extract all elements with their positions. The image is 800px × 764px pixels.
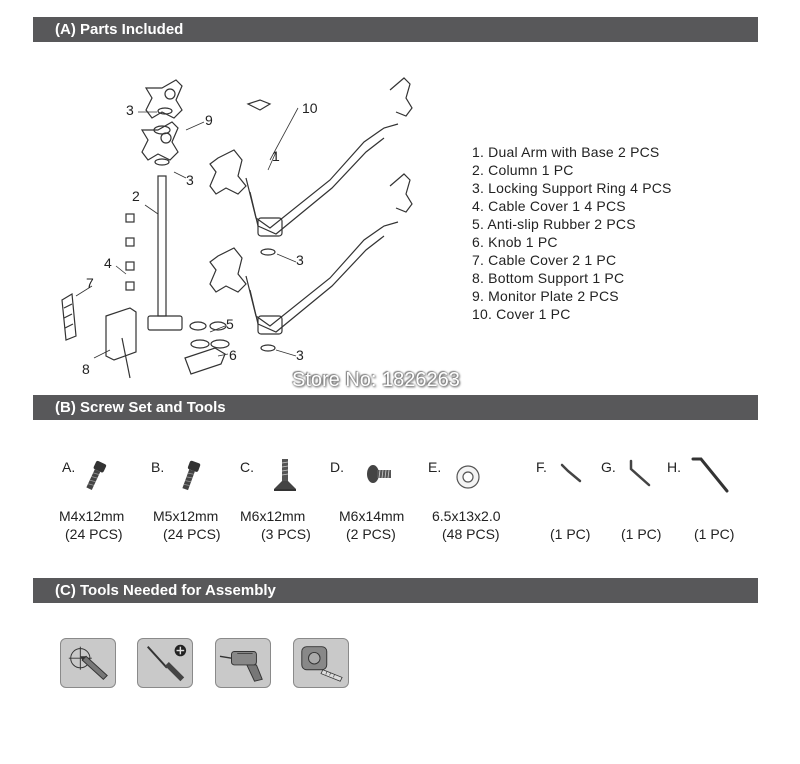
- item-letter: G.: [601, 459, 616, 475]
- list-item: 5. Anti-slip Rubber 2 PCS: [472, 216, 636, 232]
- parts-list: [472, 143, 672, 323]
- large-hex-key-icon: [687, 455, 731, 495]
- item-qty: (24 PCS): [65, 526, 123, 542]
- list-item: 1. Dual Arm with Base 2 PCS: [472, 144, 660, 160]
- screw-set-header: (B) Screw Set and Tools: [33, 395, 758, 420]
- callout-9: 9: [205, 112, 213, 128]
- callout-2: 2: [132, 188, 140, 204]
- callout-3-column: 3: [186, 172, 194, 188]
- tape-measure-icon: [293, 638, 349, 688]
- list-item: 9. Monitor Plate 2 PCS: [472, 288, 619, 304]
- item-spec: M5x12mm: [153, 508, 219, 524]
- item-letter: B.: [151, 459, 165, 475]
- list-item: 6. Knob 1 PC: [472, 234, 558, 250]
- power-drill-icon: [215, 638, 271, 688]
- column: [158, 176, 166, 316]
- exploded-parts-diagram: [50, 68, 470, 388]
- store-watermark: Store No: 1826263: [292, 369, 460, 391]
- pan-head-screw-icon: [364, 459, 394, 489]
- callout-8: 8: [82, 361, 90, 377]
- callout-7: 7: [86, 275, 94, 291]
- list-item: 2. Column 1 PC: [472, 162, 574, 178]
- item-qty: (1 PC): [550, 526, 591, 542]
- callout-3-lower-arm: 3: [296, 347, 304, 363]
- pencil-mark-icon: [60, 638, 116, 688]
- list-item: 4. Cable Cover 1 4 PCS: [472, 198, 626, 214]
- socket-bolt-icon: [82, 459, 108, 493]
- tools-needed-header: (C) Tools Needed for Assembly: [33, 578, 758, 603]
- item-letter: E.: [428, 459, 442, 475]
- callout-4: 4: [104, 255, 112, 271]
- item-letter: H.: [667, 459, 681, 475]
- item-qty: (1 PC): [694, 526, 735, 542]
- item-spec: M6x12mm: [240, 508, 306, 524]
- socket-bolt-icon: [177, 459, 203, 493]
- item-qty: (48 PCS): [442, 526, 500, 542]
- callout-10: 10: [302, 100, 318, 116]
- item-spec: M6x14mm: [339, 508, 405, 524]
- callout-1: 1: [272, 148, 280, 164]
- phillips-screwdriver-icon: [137, 638, 193, 688]
- parts-included-header: (A) Parts Included: [33, 17, 758, 42]
- item-letter: F.: [536, 459, 547, 475]
- item-qty: (3 PCS): [261, 526, 311, 542]
- item-letter: A.: [62, 459, 76, 475]
- item-qty: (24 PCS): [163, 526, 221, 542]
- monitor-plate-lower: [142, 122, 178, 160]
- list-item: 3. Locking Support Ring 4 PCS: [472, 180, 672, 196]
- item-spec: 6.5x13x2.0: [432, 508, 501, 524]
- dual-arm-lower: [210, 174, 412, 334]
- countersunk-screw-icon: [270, 457, 300, 493]
- item-qty: (1 PC): [621, 526, 662, 542]
- list-item: 8. Bottom Support 1 PC: [472, 270, 625, 286]
- list-item: 7. Cable Cover 2 1 PC: [472, 252, 617, 268]
- callout-3-upper-arm: 3: [296, 252, 304, 268]
- callout-6: 6: [229, 347, 237, 363]
- list-item: 10. Cover 1 PC: [472, 306, 571, 322]
- parts-diagram: [50, 68, 470, 388]
- item-letter: D.: [330, 459, 344, 475]
- medium-hex-key-icon: [623, 457, 653, 489]
- item-spec: M4x12mm: [59, 508, 125, 524]
- washer-icon: [454, 463, 482, 491]
- item-qty: (2 PCS): [346, 526, 396, 542]
- small-hex-key-icon: [556, 457, 586, 487]
- item-letter: C.: [240, 459, 254, 475]
- callout-5: 5: [226, 316, 234, 332]
- callout-3-top: 3: [126, 102, 134, 118]
